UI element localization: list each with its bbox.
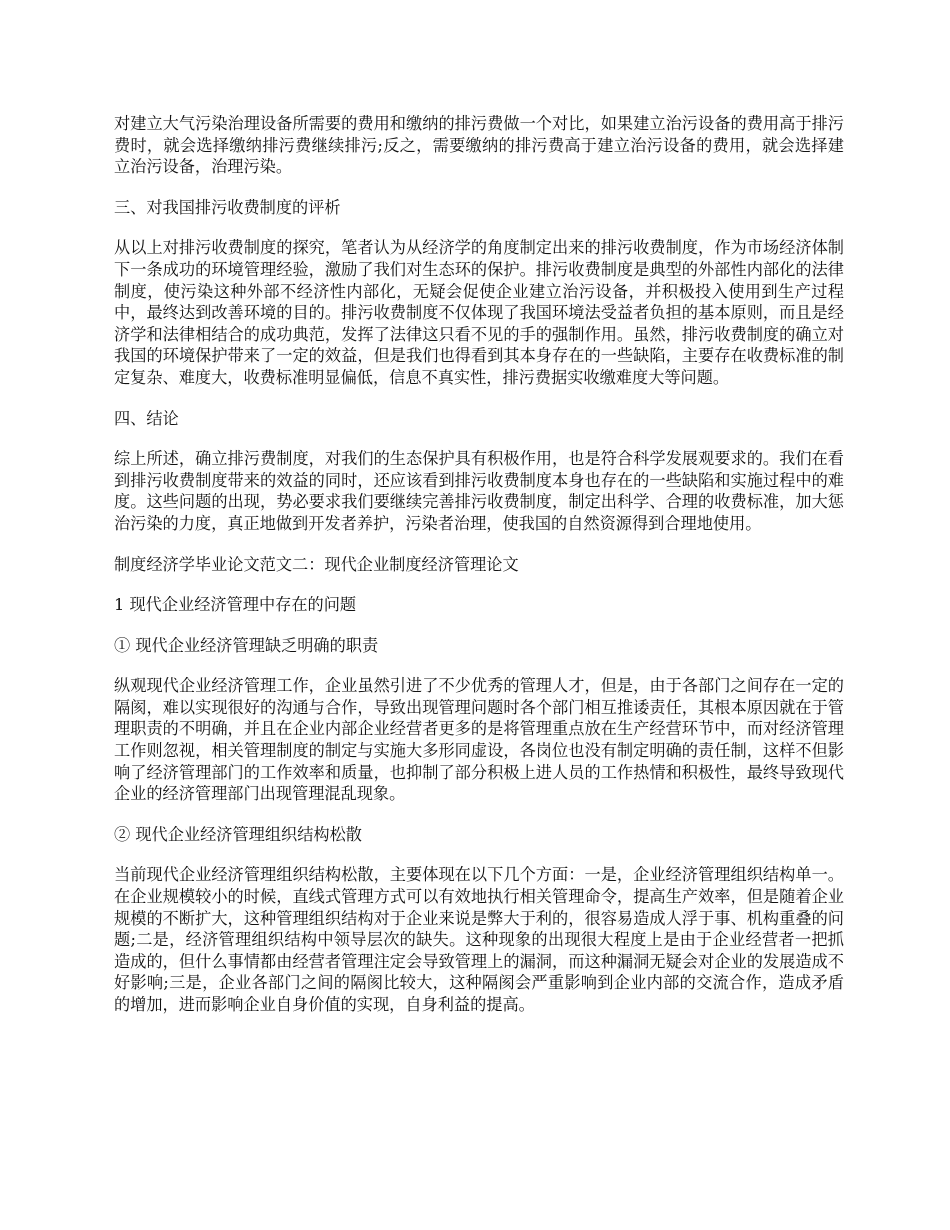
subheading-responsibility: ① 现代企业经济管理缺乏明确的职责	[114, 635, 379, 655]
paragraph-cost-comparison: 对建立大气污染治理设备所需要的费用和缴纳的排污费做一个对比，如果建立治污设备的费用高于排污费时，就会选择缴纳排污费继续排污;反之，需要缴纳的排污费高于建立治污设备的费用，就会选择建立治污设备，治理污染。	[114, 114, 844, 177]
paragraph-conclusion: 综上所述，确立排污费制度，对我们的生态保护具有积极作用，也是符合科学发展观要求的。我们在看到排污收费制度带来的效益的同时，还应该看到排污收费制度本身也存在的一些缺陷和实施过程中的难度。这些问题的出现，势必要求我们要继续完善排污收费制度，制定出科学、合理的收费标准，加大惩治污染的力度，真正地做到开发者养护，污染者治理，使我国的自然资源得到合理地使用。	[114, 449, 844, 533]
section-heading-problems: 1 现代企业经济管理中存在的问题	[114, 595, 357, 615]
section-heading-evaluation: 三、对我国排污收费制度的评析	[114, 197, 341, 217]
subheading-structure: ② 现代企业经济管理组织结构松散	[114, 824, 362, 844]
paragraph-responsibility: 纵观现代企业经济管理工作，企业虽然引进了不少优秀的管理人才，但是，由于各部门之间存在一定的隔阂，难以实现很好的沟通与合作，导致出现管理问题时各个部门相互推诿责任，其根本原因就在于管理职责的不明确，并且在企业内部企业经营者更多的是将管理重点放在生产经营环节中，而对经济管理工作则忽视，相关管理制度的制定与实施大多形同虚设，各岗位也没有制定明确的责任制，这样不但影响了经济管理部门的工作效率和质量，也抑制了部分积极上进人员的工作热情和积极性，最终导致现代企业的经济管理部门出现管理混乱现象。	[114, 676, 844, 804]
paragraph-evaluation: 从以上对排污收费制度的探究，笔者认为从经济学的角度制定出来的排污收费制度，作为市场经济体制下一条成功的环境管理经验，激励了我们对生态环的保护。排污收费制度是典型的外部性内部化的法律制度，使污染这种外部不经济性内部化，无疑会促使企业建立治污设备，并积极投入使用到生产过程中，最终达到改善环境的目的。排污收费制度不仅体现了我国环境法受益者负担的基本原则，而且是经济学和法律相结合的成功典范，发挥了法律这只看不见的手的强制作用。虽然，排污收费制度的确立对我国的环境保护带来了一定的效益，但是我们也得看到其本身存在的一些缺陷，主要存在收费标准的制定复杂、难度大，收费标准明显偏低，信息不真实性，排污费据实收缴难度大等问题。	[114, 238, 844, 387]
section-heading-conclusion: 四、结论	[114, 408, 179, 428]
paragraph-structure: 当前现代企业经济管理组织结构松散，主要体现在以下几个方面：一是，企业经济管理组织结构单一。在企业规模较小的时候，直线式管理方式可以有效地执行相关管理命令，提高生产效率，但是随着企业规模的不断扩大，这种管理组织结构对于企业来说是弊大于利的，很容易造成人浮于事、机构重叠的问题;二是，经济管理组织结构中领导层次的缺失。这种现象的出现很大程度上是由于企业经营者一把抓造成的，但什么事情都由经营者管理注定会导致管理上的漏洞，而这种漏洞无疑会对企业的发展造成不好影响;三是，企业各部门之间的隔阂比较大，这种隔阂会严重影响到企业内部的交流合作，造成矛盾的增加，进而影响企业自身价值的实现，自身利益的提高。	[114, 865, 844, 1014]
article-title-second: 制度经济学毕业论文范文二：现代企业制度经济管理论文	[114, 554, 519, 574]
document-page	[114, 113, 844, 1016]
